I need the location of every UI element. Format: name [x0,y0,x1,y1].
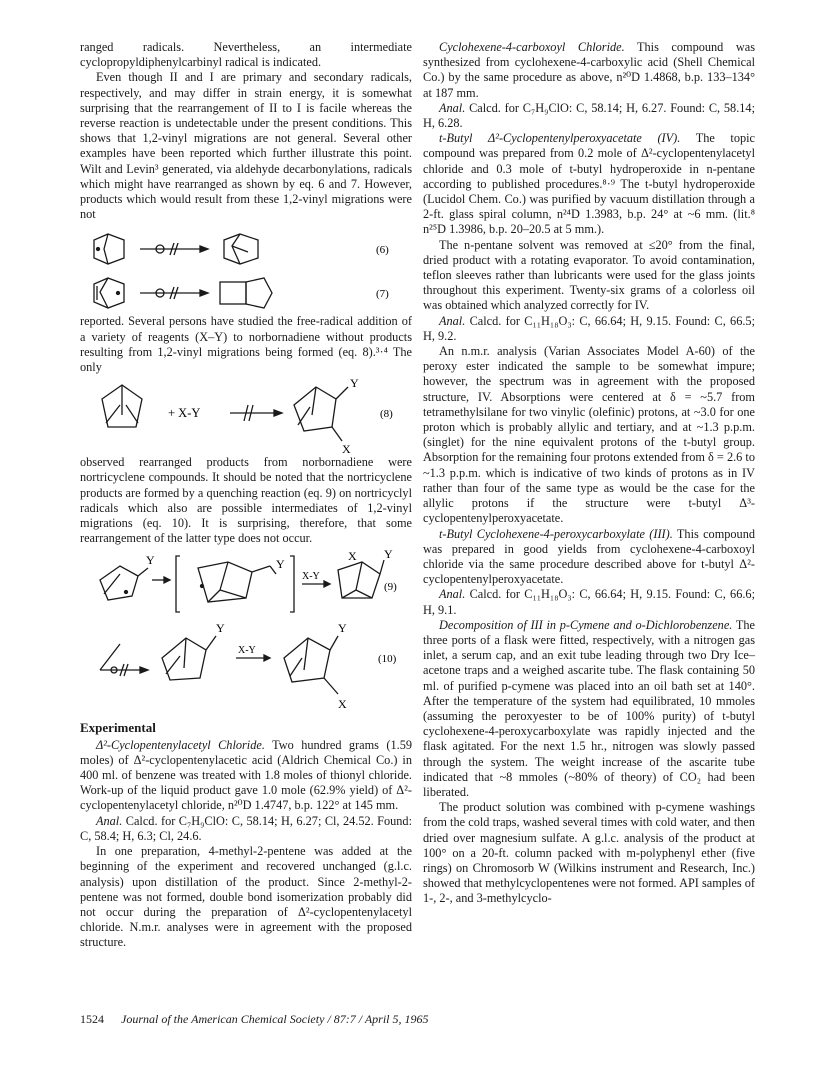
run-in-title: Δ²-Cyclopentenylacetyl Chloride. [96,737,265,752]
analysis-line [80,814,412,844]
paragraph [80,738,412,814]
page-footer [80,1012,429,1027]
arrow-reagent-label: X-Y [302,571,320,583]
paragraph-body: The topic compound was prepared from 0.2 mole of Δ²-cyclopentenylacetyl chloride and 0.3 mole of t-butyl hydroperoxide in n-pentane according to published procedures.⁸·⁹ The t-butyl hydroperoxide (Lucidol Chem. Co.) was purified by vacuum distillation through a 2-ft. glass spiral column, n²⁴D 1.3983, b.p. 24° at ~6 mm. (lit.⁸ n²⁵D 1.3986, b.p. 20–20.5 at 5 mm.). [423,131,756,237]
section-heading: Experimental [80,720,156,736]
substituent-label: Y [384,547,393,562]
analysis-line [423,587,755,617]
analysis-line [423,314,755,344]
anal-label: Anal. [96,813,123,828]
equation-8-drawing [80,375,412,455]
equation-8-figure [80,375,412,455]
equation-number: (6) [376,244,389,257]
equation-number: (10) [378,653,397,666]
paragraph-body: The three ports of a flask were fitted, respectively, with a nitrogen gas inlet, a serum cap, and an exit tube leading through two Dry Ice–acetone traps and a weighed ascarite tube. The flask containing 50 ml. of purified p-cymene was placed into an oil bath set at 140°. After the temperature of the system had equilibrated, 10 mmoles (assuming the peroxyester to be of 100% purity) of t-butyl cyclohexene-4-peroxycarboxylate was rapidly injected and the flask agitated. For the next 1.5 hr., nitrogen was slowly passed through the system. The weight increase of the ascarite tube indicated that ~8 mmoles (~80% of theory) of CO₂ had been liberated. [423,617,755,799]
run-in-title: Decomposition of III in p-Cymene and o-Dichlorobenzene. [439,617,733,632]
anal-label: Anal. [439,100,466,115]
paragraph: The n-pentane solvent was removed at ≤20° from the final, dried product with a rotating evaporator. To avoid contamination, teflon sleeves rather than lubricants were used for the glass joints throughout this experiment. Twenty-six grams of a colorless oil was obtained which analyzed correctly for IV. [423,237,755,313]
right-column [423,40,755,907]
paragraph [423,527,755,588]
run-in-title: t-Butyl Δ²-Cyclopentenylperoxyacetate (IV). [439,131,681,146]
paragraph: An n.m.r. analysis (Varian Associates Model A-60) of the peroxy ester indicated the sample to be somewhat impure; however, the spectrum was in agreement with the proposed structure, IV. Absorptions were centered at δ = ~5.7 from tetramethylsilane for two vinylic (olefinic) protons, at ~3.0 for one proton which is probably allylic and tertiary, and at ~1.3 p.p.m. (singlet) for the nine equivalent protons of the t-butyl group. Absorption for the remaining four protons extended from δ = 2.6 to ~1.3 p.p.m. which is indicative of two kinds of protons as in IV rather than four of the same type as would be the case for the allylic protons if the structure were t-butyl Δ³-cyclopentenylperoxyacetate. [423,344,755,526]
paragraph: ranged radicals. Nevertheless, an intermediate cyclopropyldiphenylcarbinyl radical is indicated. [80,40,412,70]
left-column [80,40,412,951]
paragraph-body: This compound was prepared in good yields from cyclohexene-4-carboxoyl chloride via the same procedure described above for t-butyl Δ²-cyclopentenylperoxyacetate. [423,526,756,587]
equations-6-7-drawing [80,222,412,314]
paragraph [423,618,755,800]
analysis-values: Calcd. for C₇H₉ClO: C, 58.14; H, 6.27. Found: C, 58.14; H, 6.28. [423,100,755,131]
equation-6-7-figure [80,222,412,314]
equations-9-10-drawing [80,546,412,716]
anal-label: Anal. [439,587,466,602]
reagent-label: + X-Y [168,406,201,421]
substituent-label: Y [350,376,359,391]
substituent-label: X [348,549,357,564]
paragraph: reported. Several persons have studied the free-radical addition of a variety of reagents (X–Y) to norbornadiene without products resulting from 1,2-vinyl migrations being formed (eq. 8).³·⁴ The only [80,314,412,375]
equation-number: (8) [380,408,393,421]
anal-label: Anal. [439,313,466,328]
paragraph [423,40,755,101]
analysis-line [423,101,755,131]
equation-9-10-figure [80,546,412,716]
run-in-title: Cyclohexene-4-carboxoyl Chloride. [439,40,625,54]
substituent-label: Y [216,621,225,636]
substituent-label: X [342,442,351,456]
substituent-label: Y [146,553,155,568]
paragraph: The product solution was combined with p-cymene washings from the cold traps, washed several times with cold water, and then dried over magnesium sulfate. A g.l.c. analysis of the product at 100° on a 20-ft. column packed with m-polyphenyl ether (five rings) on Chromosorb W (Wilkins instrument and Research, Inc.) showed that methylcyclopentenes were not formed. API samples of 1-, 2-, and 3-methylcyclo- [423,800,755,906]
substituent-label: X [338,697,347,712]
analysis-values: Calcd. for C₁₁H₁₈O₃: C, 66.64; H, 9.15. Found: C, 66.6; H, 9.1. [423,587,755,617]
equation-number: (7) [376,288,389,301]
paragraph-body: Two hundred grams (1.59 moles) of Δ²-cyclopentenylacetic acid (Aldrich Chemical Co.) in 400 ml. of benzene was treated with 1.8 moles of thionyl chloride. Work-up of the liquid product gave 1.0 mole (62.9% yield) of Δ²-cyclopentenylacetyl chloride, n²⁰D 1.4747, b.p. 122° at 145 mm. [80,737,412,813]
run-in-title: t-Butyl Cyclohexene-4-peroxycarboxylate (III). [439,526,673,541]
equation-number: (9) [384,581,397,594]
arrow-reagent-label: X-Y [238,645,256,657]
analysis-values: Calcd. for C₇H₉ClO: C, 58.14; H, 6.27; Cl, 24.52. Found: C, 58.4; H, 6.3; Cl, 24.6. [80,813,412,843]
page-number: 1524 [80,1012,104,1026]
analysis-values: Calcd. for C₁₁H₁₈O₃: C, 66.64; H, 9.15. Found: C, 66.5; H, 9.2. [423,313,755,343]
journal-citation: Journal of the American Chemical Society / 87:7 / April 5, 1965 [121,1012,429,1026]
paragraph: In one preparation, 4-methyl-2-pentene was added at the beginning of the experiment and recovered unchanged (g.l.c. analysis) upon distillation of the product. Since 2-methyl-2-pentene was not formed, double bond isomerization probably did not occur during the preparation of Δ²-cyclopentenylacetyl chloride. N.m.r. analyses were in agreement with the proposed structure. [80,844,412,950]
paragraph [423,131,755,237]
substituent-label: Y [276,557,285,572]
substituent-label: Y [338,621,347,636]
paragraph: observed rearranged products from norbornadiene were nortricyclene compounds. It should be noted that the nortricyclene products are formed by a quenching reaction (eq. 9) on nortricyclyl radicals which also are possible intermediates of 1,2-vinyl migrations (eq. 10). It is surprising, therefore, that some rearrangement of the latter type does not occur. [80,455,412,546]
paragraph-body: This compound was synthesized from cyclohexene-4-carboxylic acid (Shell Chemical Co.) by the same procedure as above, n²⁰D 1.4868, b.p. 133–134° at 187 mm. [423,40,755,100]
paragraph: Even though II and I are primary and secondary radicals, respectively, and may differ in strain energy, it is somewhat surprising that the rearrangement of II to I is facile whereas the reverse reaction is undetectable under the present conditions. This shows that 1,2-vinyl migrations are not general. Several other examples have been reported which further illustrate this point. Wilt and Levin³ generated, via aldehyde decarbonylations, radicals which might have rearranged as shown by eq. 6 and 7. However, products which would result from these 1,2-vinyl migrations were not [80,70,412,222]
